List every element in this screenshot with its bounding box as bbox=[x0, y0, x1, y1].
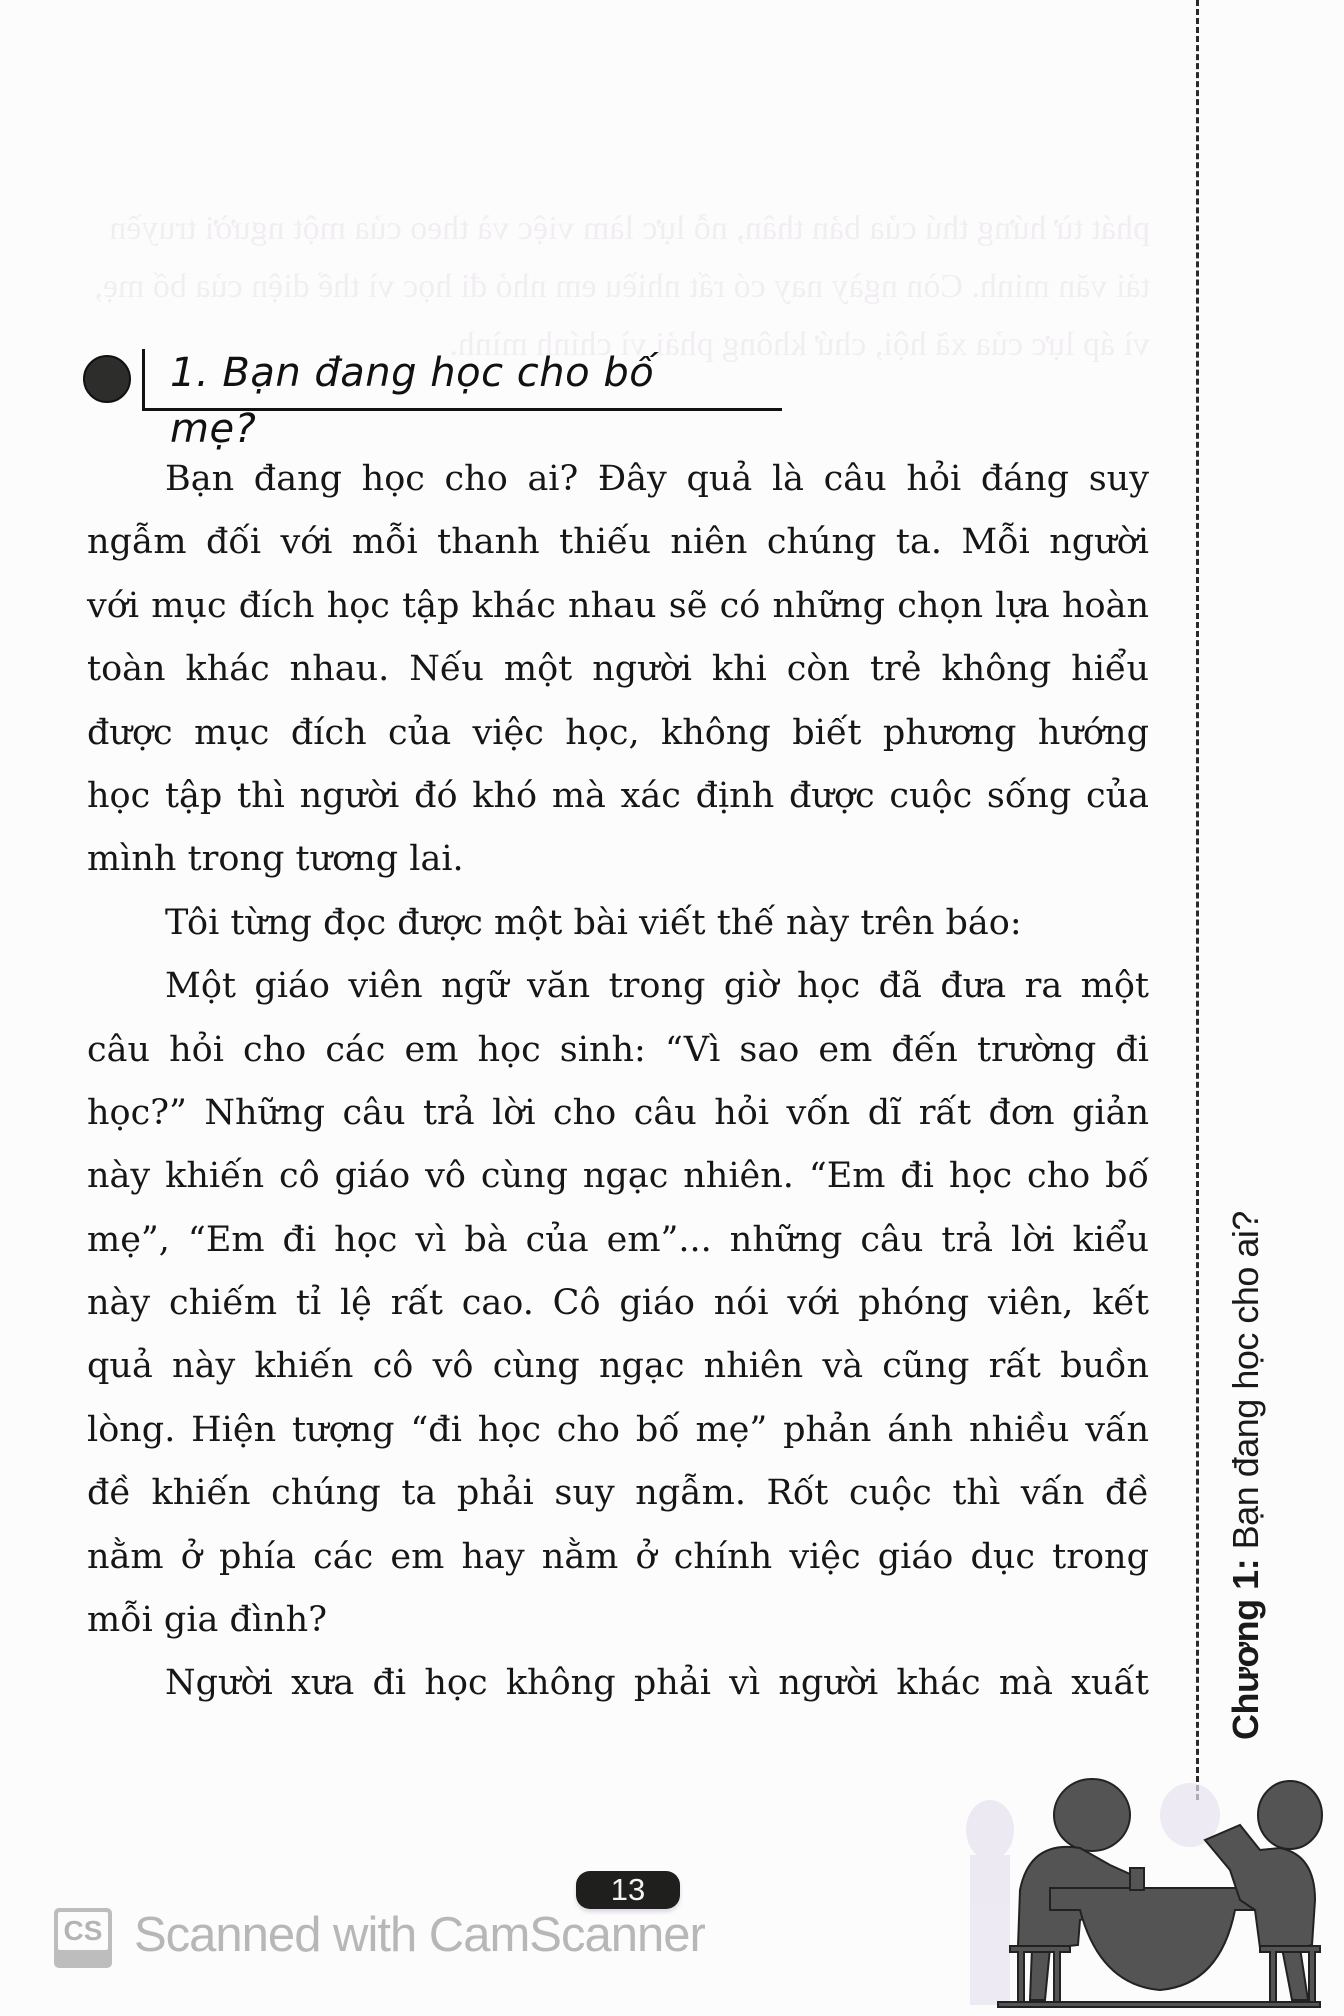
camscanner-logo-icon: CS bbox=[54, 1908, 112, 1968]
body-line: ngẫm đối với mỗi thanh thiếu niên chúng ta. Mỗi người bbox=[87, 522, 1149, 563]
body-line: Tôi từng đọc được một bài viết thế này trên báo: bbox=[165, 902, 1022, 943]
bullet-circle-icon bbox=[83, 355, 131, 403]
body-line: đề khiến chúng ta phải suy ngẫm. Rốt cuộc thì vấn đề bbox=[87, 1473, 1149, 1514]
body-line: lòng. Hiện tượng “đi học cho bố mẹ” phản ánh nhiều vấn bbox=[87, 1409, 1149, 1450]
body-line: mỗi gia đình? bbox=[87, 1600, 327, 1641]
body-line: toàn khác nhau. Nếu một người khi còn trẻ không hiểu bbox=[87, 649, 1149, 690]
page-number-badge: 13 bbox=[576, 1871, 680, 1909]
watermark-text: Scanned with CamScanner bbox=[134, 1908, 705, 1962]
body-text bbox=[87, 448, 1149, 1716]
chapter-number: Chương 1: bbox=[1225, 1558, 1266, 1740]
body-line: Một giáo viên ngữ văn trong giờ học đã đưa ra một bbox=[165, 966, 1149, 1007]
body-line: quả này khiến cô vô cùng ngạc nhiên và cũng rất buồn bbox=[87, 1346, 1149, 1387]
body-line: mình trong tương lai. bbox=[87, 839, 464, 880]
body-line: nằm ở phía các em hay nằm ở chính việc giáo dục trong bbox=[87, 1536, 1149, 1577]
body-line: với mục đích học tập khác nhau sẽ có những chọn lựa hoàn bbox=[87, 585, 1149, 626]
body-line: học?” Những câu trả lời cho câu hỏi vốn dĩ rất đơn giản bbox=[87, 1092, 1149, 1133]
body-line: Bạn đang học cho ai? Đây quả là câu hỏi đáng suy bbox=[165, 459, 1149, 499]
section-heading bbox=[80, 345, 720, 452]
chapter-title: Bạn đang học cho ai? bbox=[1225, 1211, 1266, 1550]
children-studying-silhouette-icon bbox=[960, 1770, 1344, 2016]
show-through-text: phát từ hứng thú của bản thân, nỗ lực làm việc và theo của một người truyền tải văn minh. Còn ngày nay có rất nhiều em nhỏ đi học vì thể diện của bố mẹ, vì áp lực của xã hội, chứ không phải vì chính mình. bbox=[94, 210, 1150, 363]
body-line: được mục đích của việc học, không biết phương hướng bbox=[87, 712, 1149, 753]
body-line: câu hỏi cho các em học sinh: “Vì sao em đến trường đi bbox=[87, 1029, 1149, 1070]
body-line: mẹ”, “Em đi học vì bà của em”... những câu trả lời kiểu bbox=[87, 1219, 1149, 1260]
margin-dotted-divider bbox=[1196, 0, 1199, 1800]
section-title: 1. Bạn đang học cho bố mẹ? bbox=[170, 350, 655, 452]
body-line: Người xưa đi học không phải vì người khác mà xuất bbox=[165, 1663, 1149, 1704]
chapter-side-label bbox=[1225, 1211, 1267, 1740]
heading-vertical-rule bbox=[142, 349, 145, 411]
body-line: này khiến cô giáo vô cùng ngạc nhiên. “Em đi học cho bố bbox=[87, 1156, 1149, 1197]
body-line: học tập thì người đó khó mà xác định được cuộc sống của bbox=[87, 775, 1149, 816]
body-line: này chiếm tỉ lệ rất cao. Cô giáo nói với phóng viên, kết bbox=[87, 1283, 1149, 1324]
